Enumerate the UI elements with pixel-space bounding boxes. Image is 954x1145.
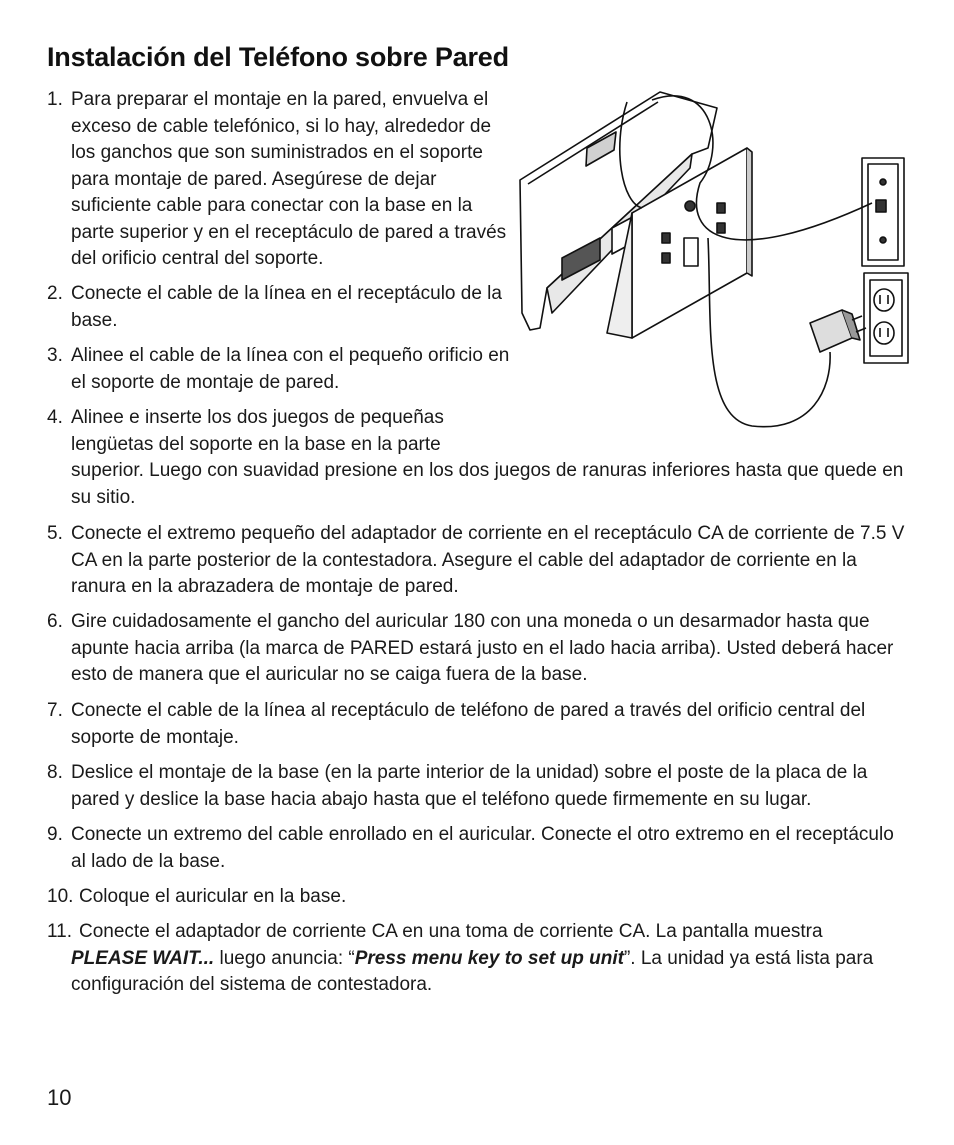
step-text-part-a: Alinee e inserte los dos juegos de pequeñas lengüetas del soporte en la base en la parte xyxy=(71,407,444,455)
step-text-continued xyxy=(71,946,907,999)
step-4 xyxy=(47,405,907,511)
step-text: Alinee el cable de la línea con el pequeño orificio en el soporte de montaje de pared. xyxy=(71,345,510,393)
step-number: 3. xyxy=(47,345,63,366)
display-message-press-menu: Press menu key to set up unit xyxy=(354,947,624,969)
step-2 xyxy=(47,281,517,334)
step-3 xyxy=(47,343,517,396)
display-message-please-wait: PLEASE WAIT... xyxy=(71,947,215,969)
step-text: Conecte el cable de la línea al receptáculo de teléfono de pared a través del orificio central del soporte de montaje. xyxy=(71,700,866,748)
step-11 xyxy=(47,919,907,999)
step-text: Coloque el auricular en la base. xyxy=(79,886,347,907)
step-text xyxy=(79,919,907,946)
step-text: Conecte el extremo pequeño del adaptador de corriente en el receptáculo CA de corriente de 7.5 V CA en la parte posterior de la contestadora. Asegure el cable del adaptador de corriente en la ranura en la abrazadera de montaje de pared. xyxy=(71,523,905,597)
step-number: 5. xyxy=(47,523,63,544)
step-number: 9. xyxy=(47,824,63,845)
step-5 xyxy=(47,521,907,601)
step-number: 6. xyxy=(47,611,63,632)
step-number: 8. xyxy=(47,762,63,783)
step-number: 4. xyxy=(47,407,63,428)
step-1 xyxy=(47,87,517,273)
step-9 xyxy=(47,822,907,875)
step-6 xyxy=(47,609,907,689)
step-10 xyxy=(47,884,907,911)
step-7 xyxy=(47,698,907,751)
step-text: Deslice el montaje de la base (en la parte interior de la unidad) sobre el poste de la placa de la pared y deslice la base hacia abajo hasta que el teléfono quede firmemente en su lugar. xyxy=(71,762,868,810)
page-title: Instalación del Teléfono sobre Pared xyxy=(47,42,509,72)
step-text: Conecte un extremo del cable enrollado en el auricular. Conecte el otro extremo en el receptáculo al lado de la base. xyxy=(71,824,894,872)
step-number: 7. xyxy=(47,700,63,721)
step-8 xyxy=(47,760,907,813)
step-number: 2. xyxy=(47,283,63,304)
page-number: 10 xyxy=(47,1085,72,1110)
step-text: Gire cuidadosamente el gancho del auricular 180 con una moneda o un desarmador hasta que apunte hacia arriba (la marca de PARED estará justo en el lado hacia arriba). Usted deberá hacer esto de manera que el auricular no se caiga fuera de la base. xyxy=(71,611,894,685)
step-text-part-a: Conecte el adaptador de corriente CA en una toma de corriente CA. La pantalla muestra xyxy=(79,921,823,942)
step-text-part-b: luego anuncia: “ xyxy=(214,947,355,969)
step-text: Conecte el cable de la línea en el receptáculo de la base. xyxy=(71,283,502,331)
step-text: Para preparar el montaje en la pared, envuelva el exceso de cable telefónico, si lo hay, alrededor de los ganchos que son suministrados en el soporte para montaje de pared. Asegúrese de dejar suficiente cable para conectar con la base en la parte superior y en el receptáculo de pared a través del orificio central del soporte. xyxy=(71,89,507,269)
step-number: 10. xyxy=(47,886,74,907)
step-text-part-c: ”. La unidad ya está lista para configuración del sistema de contestadora. xyxy=(71,947,874,995)
wall-mount-illustration xyxy=(512,88,912,453)
step-number: 1. xyxy=(47,89,63,110)
step-text-part-b: superior. Luego con suavidad presione en los dos juegos de ranuras inferiores hasta que quede en su sitio. xyxy=(71,460,904,508)
step-number: 11. xyxy=(47,921,73,942)
